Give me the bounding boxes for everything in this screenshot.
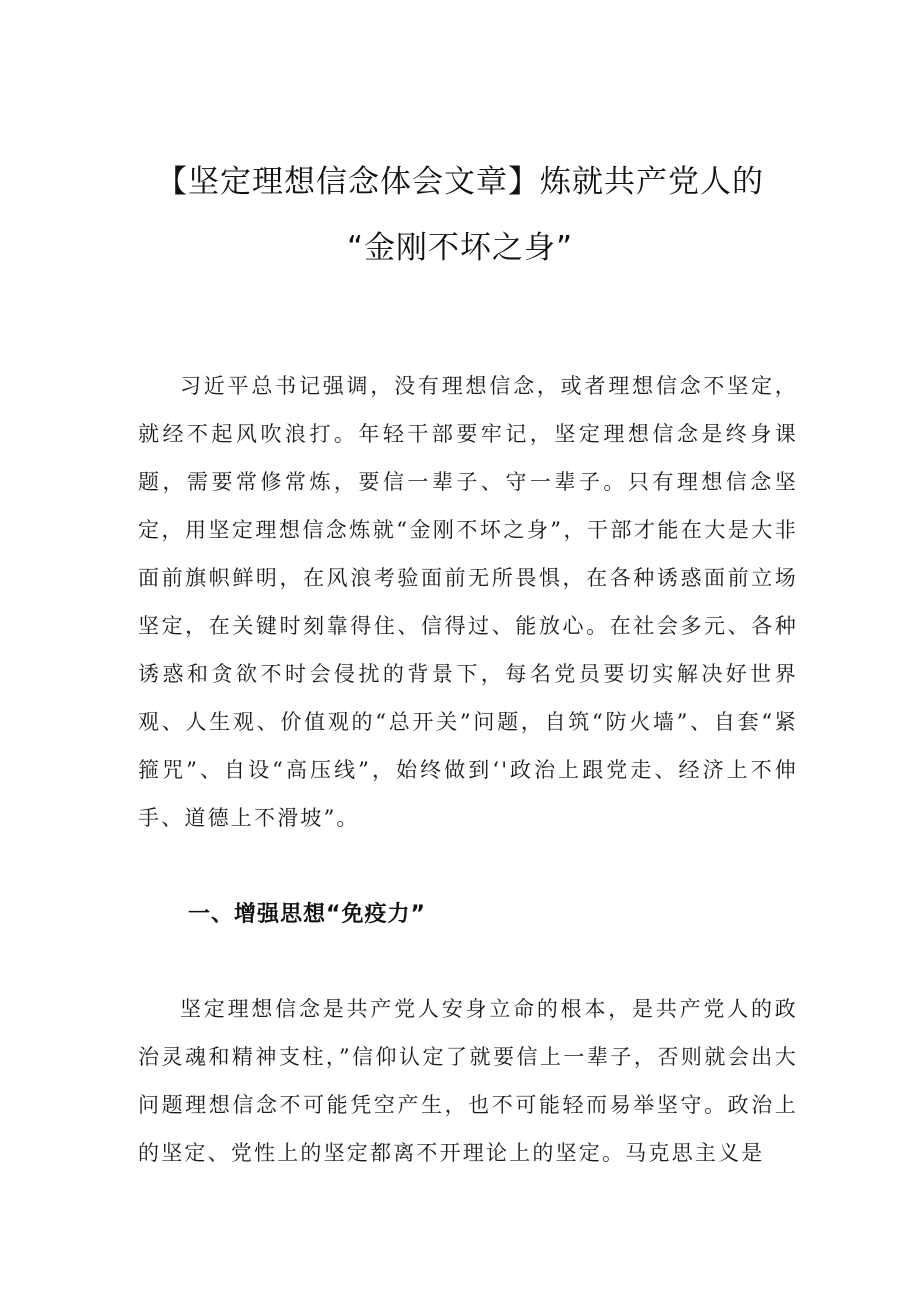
section-heading-1: 一、增强思想“免疫力” <box>188 902 426 927</box>
paragraph-intro: 习近平总书记强调，没有理想信念，或者理想信念不坚定，就经不起风吹浪打。年轻干部要牢记，坚定理想信念是终身课题，需要常修常炼，要信一辈子、守一辈子。只有理想信念坚定，用坚定理想信念炼就“金刚不坏之身”，干部才能在大是大非面前旗帜鲜明，在风浪考验面前无所畏惧，在各种诱惑面前立场坚定，在关键时刻靠得住、信得过、能放心。在社会多元、各种诱惑和贪欲不时会侵扰的背景下，每名党员要切实解决好世界观、人生观、价值观的“总开关”问题，自筑“防火墙”、自套“紧箍咒”、自设“高压线”，始终做到‘'政治上跟党走、经济上不伸手、道德上不滑坡”。 <box>138 374 798 830</box>
paragraph-section-1: 坚定理想信念是共产党人安身立命的根本，是共产党人的政治灵魂和精神支柱，”信仰认定了就要信上一辈子，否则就会出大问题理想信念不可能凭空产生，也不可能轻而易举坚守。政治上的坚定、党性上的坚定都离不开理论上的坚定。马克思主义是 <box>138 997 798 1165</box>
document-title-line-2: “金刚不坏之身” <box>346 230 574 266</box>
document-title-line-1: 【坚定理想信念体会文章】炼就共产党人的 <box>156 164 764 200</box>
